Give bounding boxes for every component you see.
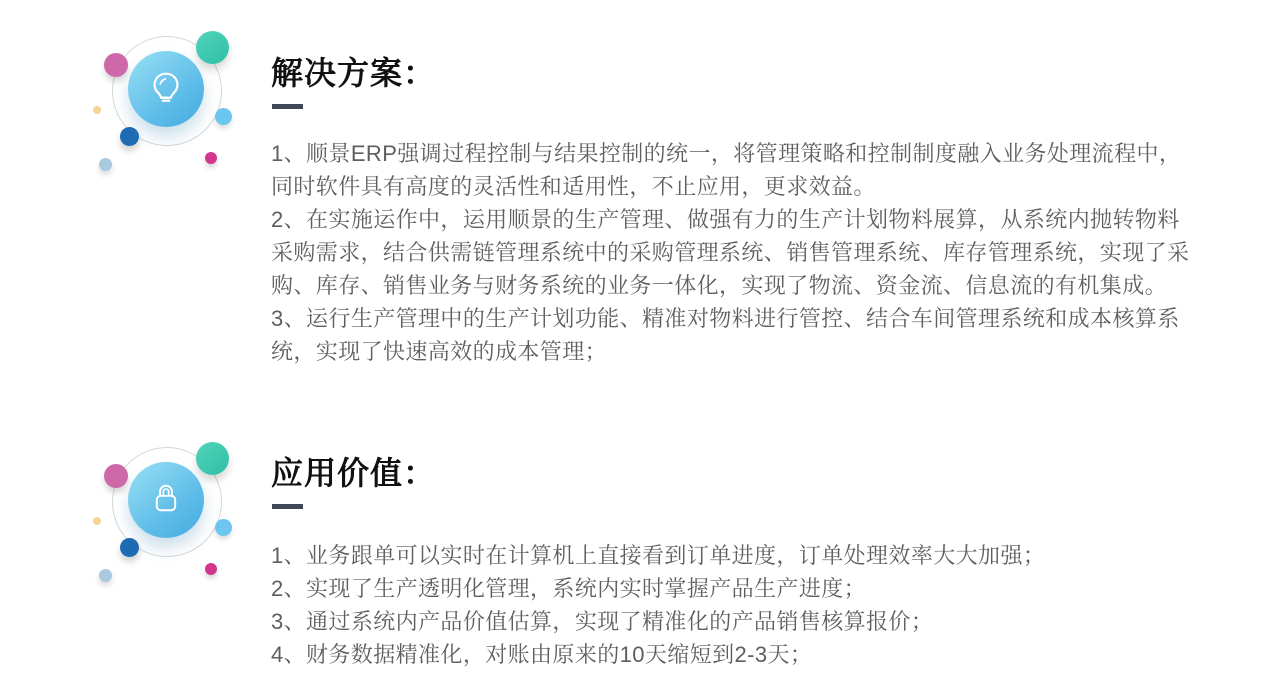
lightbulb-icon: [144, 65, 188, 114]
magenta-dot: [205, 563, 217, 575]
text-line: 2、实现了生产透明化管理，系统内实时掌握产品生产进度；: [271, 576, 867, 601]
text-line: 采购需求，结合供需链管理系统中的采购管理系统、销售管理系统、库存管理系统，实现了采: [271, 240, 1190, 265]
text-line: 4、财务数据精准化，对账由原来的10天缩短到2-3天；: [271, 642, 813, 667]
pale-blue-dot: [99, 569, 112, 582]
pink-dot: [104, 53, 128, 77]
yellow-dot: [93, 517, 101, 525]
value-title: 应用价值：: [271, 455, 437, 491]
solution-title: 解决方案：: [271, 55, 437, 91]
teal-dot: [196, 31, 229, 64]
text-line: 同时软件具有高度的灵活性和适用性，不止应用，更求效益。: [271, 174, 876, 199]
solution-badge: [128, 51, 204, 127]
yellow-dot: [93, 106, 101, 114]
magenta-dot: [205, 152, 217, 164]
lock-icon: [145, 477, 187, 524]
text-line: 1、顺景ERP强调过程控制与结果控制的统一，将管理策略和控制制度融入业务处理流程中，: [271, 141, 1182, 166]
text-line: 购、库存、销售业务与财务系统的业务一体化，实现了物流、资金流、信息流的有机集成。: [271, 273, 1168, 298]
solution-icon-cluster: [0, 0, 250, 200]
solution-paragraphs: [271, 137, 1189, 368]
text-line: 2、在实施运作中，运用顺景的生产管理、做强有力的生产计划物料展算，从系统内抛转物料: [271, 207, 1180, 232]
pale-blue-dot: [99, 158, 112, 171]
text-line: 统，实现了快速高效的成本管理；: [271, 339, 608, 364]
text-line: 3、运行生产管理中的生产计划功能、精准对物料进行管控、结合车间管理系统和成本核算系: [271, 306, 1180, 331]
value-paragraphs: [271, 539, 1045, 671]
value-icon-cluster: [0, 411, 250, 611]
text-line: 3、通过系统内产品价值估算，实现了精准化的产品销售核算报价；: [271, 609, 934, 634]
text-line: 1、业务跟单可以实时在计算机上直接看到订单进度，订单处理效率大大加强；: [271, 543, 1046, 568]
dark-blue-dot: [120, 538, 139, 557]
light-blue-dot: [215, 108, 232, 125]
title-underline: [272, 504, 303, 509]
teal-dot: [196, 442, 229, 475]
value-badge: [128, 462, 204, 538]
title-underline: [272, 104, 303, 109]
light-blue-dot: [215, 519, 232, 536]
dark-blue-dot: [120, 127, 139, 146]
pink-dot: [104, 464, 128, 488]
